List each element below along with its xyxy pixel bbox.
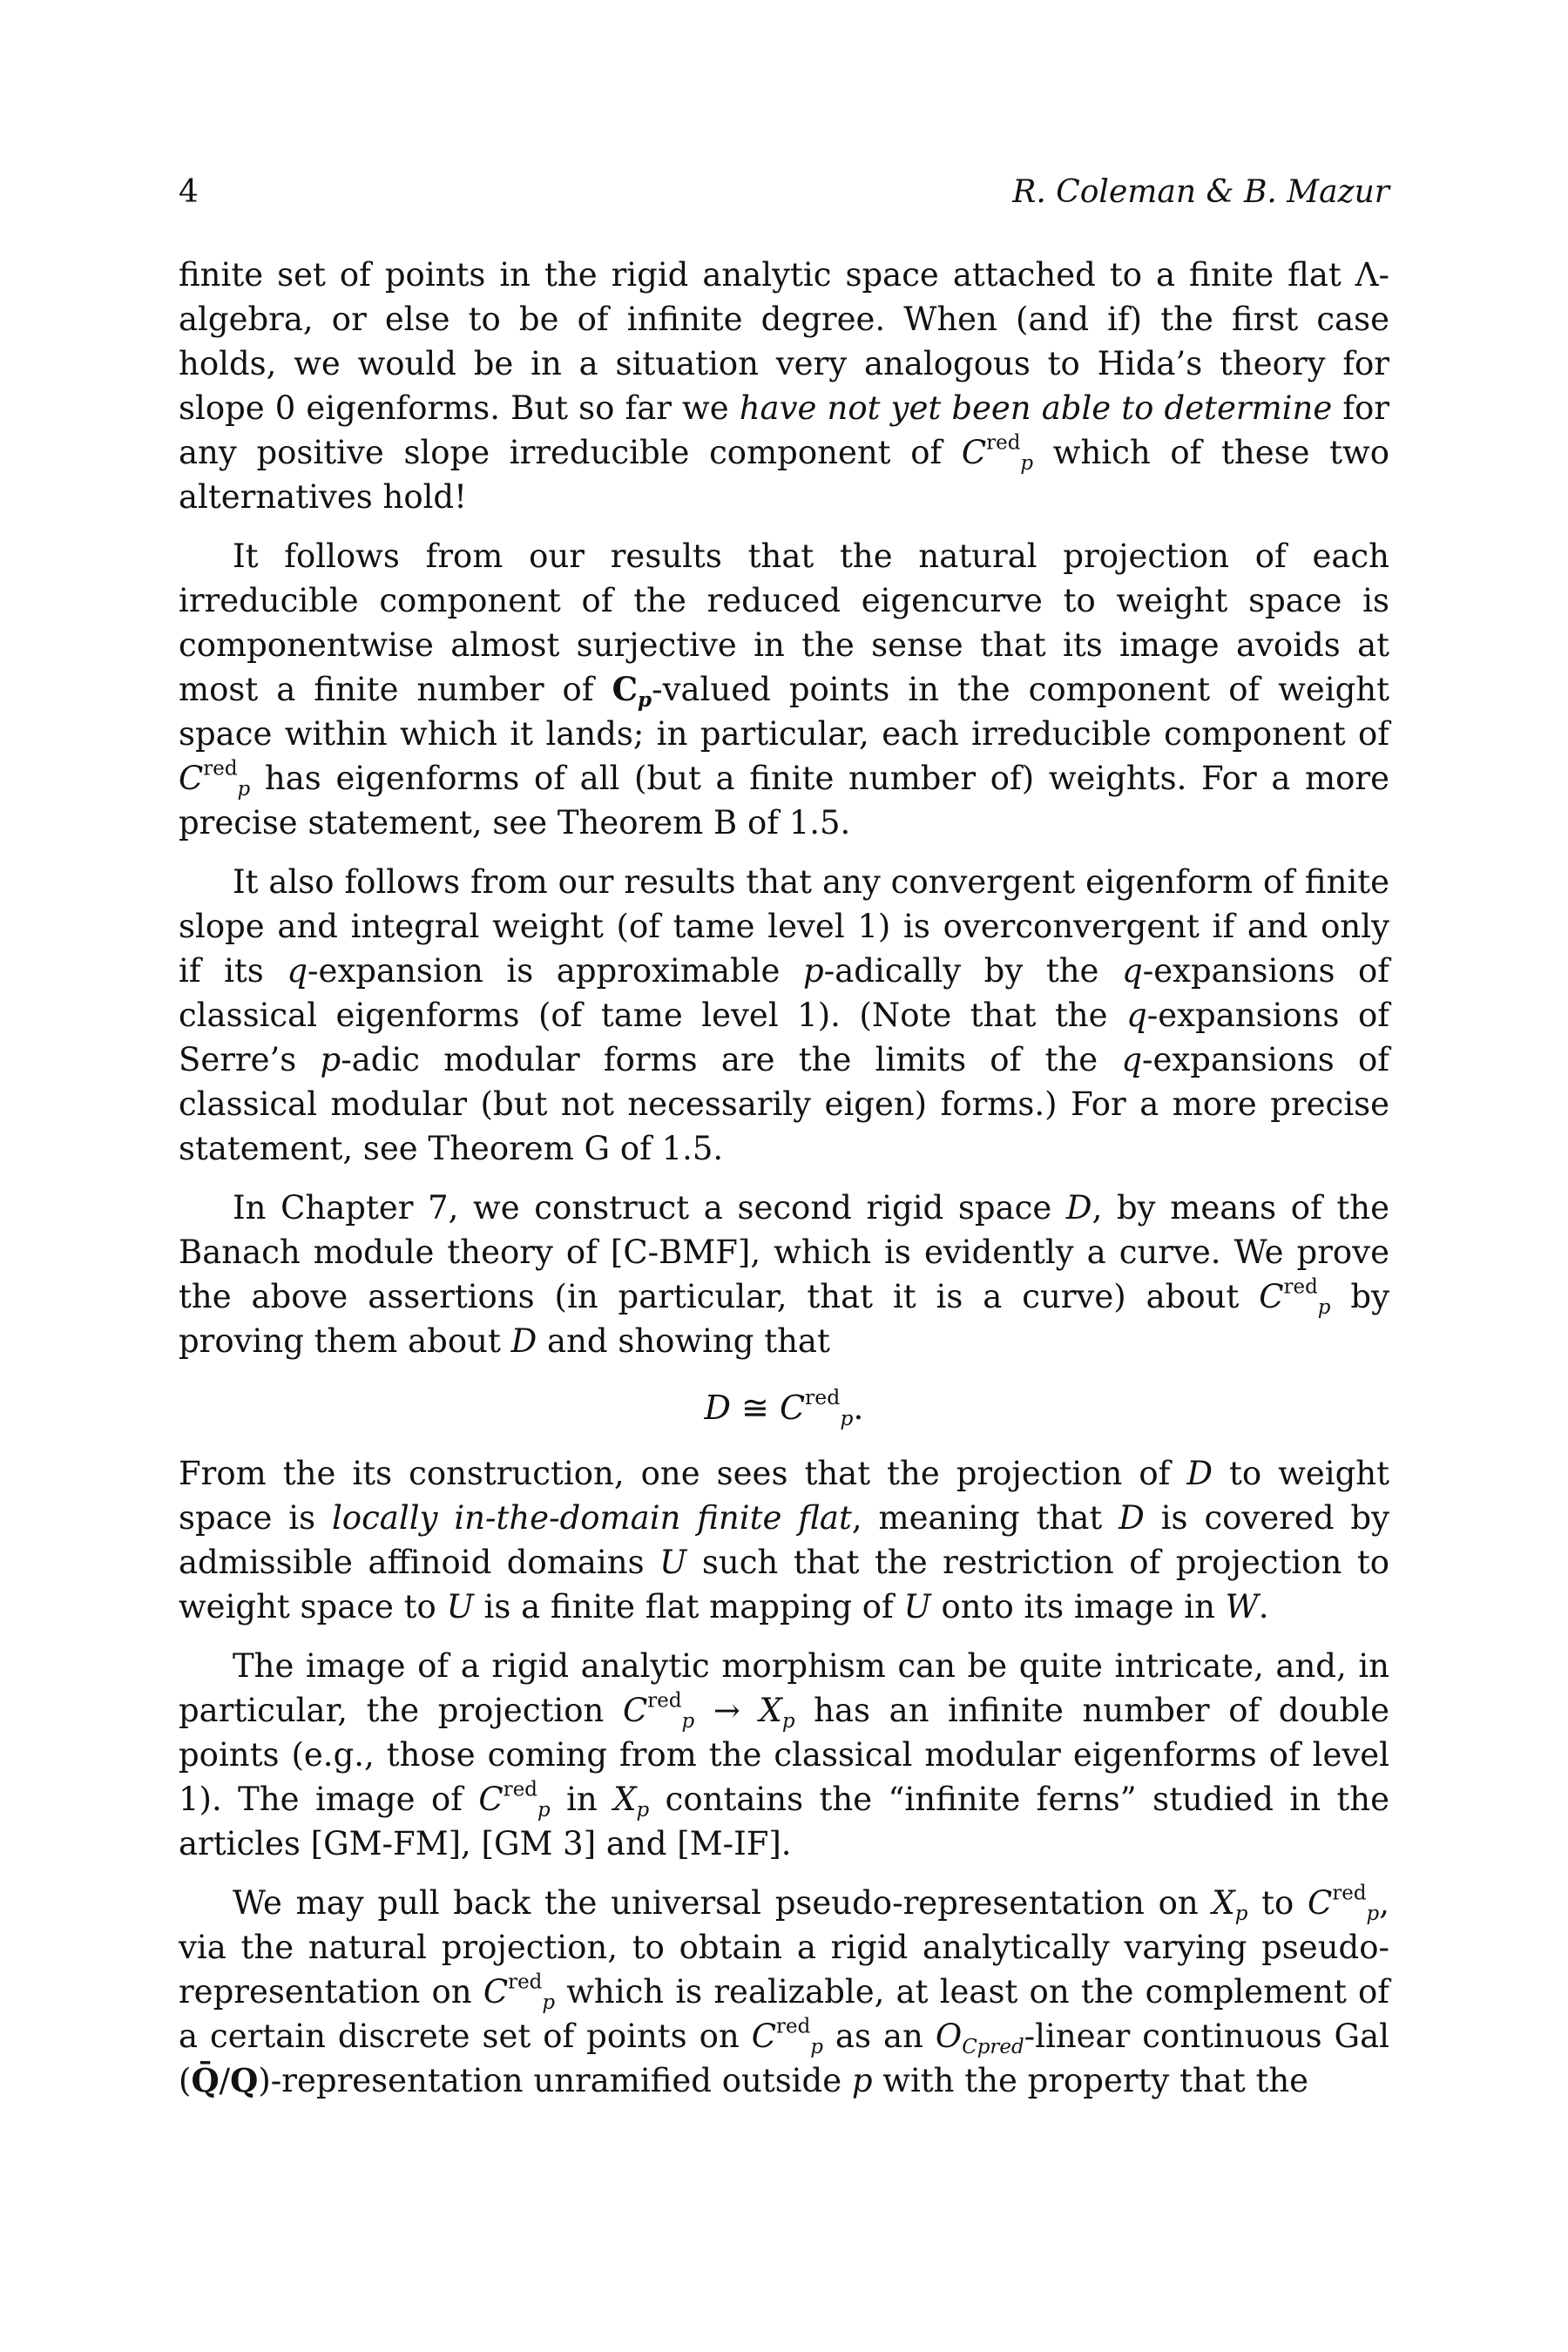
math-w: W — [1225, 1588, 1259, 1625]
text: It follows from our results that the natural projection of each irreducible component of the reduced eigencurve to weight space is componentwise almost surjective in the sense that its image avoids at most a finite number of — [179, 537, 1389, 708]
math-d: D — [1119, 1499, 1145, 1537]
math-xp: $X_p$ — [759, 1692, 795, 1733]
text: in — [550, 1781, 614, 1818]
math-q: q — [287, 952, 308, 990]
math-c-red-p: $C^{red}_p$ — [179, 757, 251, 801]
text: -expansions of classical modular (but not necessarily eigen) forms.) For a more precise statement, see Theorem G of 1.5. — [179, 1041, 1389, 1167]
text: -expansion is approximable — [308, 952, 803, 990]
paragraph-6 — [179, 1644, 1389, 1866]
math-xp: $X_p$ — [613, 1781, 650, 1821]
text: finite set of points in the rigid analytic space attached to a finite flat Λ-algebra, or else to be of infinite degree. When (and if) the first case holds, we would be in a situation very analogous to Hida’s theory for slope 0 eigenforms. But so far we — [179, 256, 1389, 427]
text: , by means of the Banach module theory of [C-BMF], which is evidently a curve. We prove the above assertions (in particular, that it is a curve) about — [179, 1189, 1389, 1315]
text: contains the “infinite ferns” studied in the articles [GM-FM], [GM 3] and [M-IF]. — [179, 1781, 1390, 1862]
text: In Chapter 7, we construct a second rigid space — [233, 1189, 1066, 1227]
math-q: q — [1122, 952, 1143, 990]
text: -expansions of classical eigenforms (of tame level 1). (Note that the — [179, 952, 1389, 1034]
text: onto its image in — [930, 1588, 1226, 1625]
text: , meaning that — [851, 1499, 1119, 1537]
text: is a finite flat mapping of — [473, 1588, 904, 1625]
text: )-representation unramified outside — [258, 2062, 852, 2099]
text: is covered by admissible affinoid domains — [179, 1499, 1389, 1581]
math-xp: $X_p$ — [1212, 1884, 1248, 1925]
math-c-red-p: $C^{red}_p$ — [483, 1970, 556, 2014]
text: -adically by the — [823, 952, 1123, 990]
text: to weight space is — [179, 1455, 1389, 1537]
math-q: q — [1121, 1041, 1143, 1078]
paragraph-2 — [179, 534, 1389, 845]
math-c-red-p: $C^{red}_p$ — [1308, 1882, 1380, 1925]
text: , via the natural projection, to obtain a rigid analytically varying pseudo-representation on — [179, 1884, 1389, 2011]
text: by proving them about — [179, 1278, 1389, 1360]
body-text — [179, 253, 1389, 2118]
math-p: p — [851, 2062, 873, 2099]
text: has an infinite number of double points (e.g., those coming from the classical modular eigenforms of level 1). The image of — [179, 1692, 1389, 1818]
text: -adic modular forms are the limits of the — [341, 1041, 1122, 1078]
math-u: U — [903, 1588, 931, 1625]
text: and showing that — [537, 1322, 830, 1360]
paragraph-5 — [179, 1451, 1389, 1629]
text: . — [1258, 1588, 1269, 1625]
math-o-sheaf: $O_{Cpred}$ — [935, 2017, 1024, 2058]
text: -linear continuous Gal ( — [179, 2017, 1389, 2099]
text: → — [694, 1692, 760, 1729]
math-p: p — [803, 952, 824, 990]
page-header — [179, 174, 1389, 226]
math-qbar: Q̄ — [191, 2061, 220, 2099]
math-c-red-p: $C^{red}_p$ — [961, 431, 1034, 475]
text: as an — [822, 2017, 936, 2055]
math-c-red-p: $C^{red}_p$ — [478, 1778, 551, 1821]
running-head: R. Coleman & B. Mazur — [1012, 174, 1389, 210]
text: We may pull back the universal pseudo-representation on — [233, 1884, 1213, 1922]
text: such that the restriction of projection to weight space to — [179, 1544, 1389, 1625]
paragraph-4 — [179, 1186, 1389, 1363]
math-cp: $C_p$ — [612, 670, 652, 712]
math-c-red-p: $C^{red}_p$ — [622, 1689, 695, 1733]
text: The image of a rigid analytic morphism can be quite intricate, and, in particular, the projection — [179, 1647, 1389, 1729]
text: with the property that the — [872, 2062, 1309, 2099]
paragraph-7 — [179, 1881, 1389, 2103]
math-d: D — [510, 1322, 537, 1360]
emphasis: locally in-the-domain finite flat — [331, 1499, 852, 1537]
text: has eigenforms of all (but a finite number of) weights. For a more precise statement, see Theorem B of 1.5. — [179, 760, 1389, 841]
text: It also follows from our results that any convergent eigenform of finite slope and integral weight (of tame level 1) is overconvergent if and only if its — [179, 863, 1389, 990]
math-c-red-p: $C^{red}_p$ — [1259, 1275, 1331, 1319]
text: From the its construction, one sees that the projection of — [179, 1455, 1187, 1492]
display-equation: D ≅ $C^{red}_p$. — [704, 1385, 864, 1431]
math-q: q — [1126, 997, 1147, 1034]
emphasis: have not yet been able to determine — [739, 389, 1333, 427]
paragraph-3 — [179, 860, 1389, 1171]
text: which is realizable, at least on the complement of a certain discrete set of points on — [179, 1973, 1389, 2055]
math-p: p — [320, 1041, 341, 1078]
math-d: D — [1186, 1455, 1213, 1492]
math-d: D — [1065, 1189, 1092, 1227]
math-q-bold: Q — [230, 2061, 259, 2099]
text: for any positive slope irreducible component of — [179, 389, 1389, 471]
page-number: 4 — [179, 174, 199, 210]
text: -expansions of Serre’s — [179, 997, 1389, 1078]
text: which of these two alternatives hold! — [179, 434, 1389, 516]
math-u: U — [659, 1544, 687, 1581]
math-c-red-p: $C^{red}_p$ — [751, 2015, 823, 2058]
math-u: U — [446, 1588, 474, 1625]
paragraph-1 — [179, 253, 1389, 519]
text: -valued points in the component of weight space within which it lands; in particular, each irreducible component of — [179, 671, 1389, 753]
text: / — [219, 2062, 231, 2099]
text: to — [1247, 1884, 1308, 1922]
